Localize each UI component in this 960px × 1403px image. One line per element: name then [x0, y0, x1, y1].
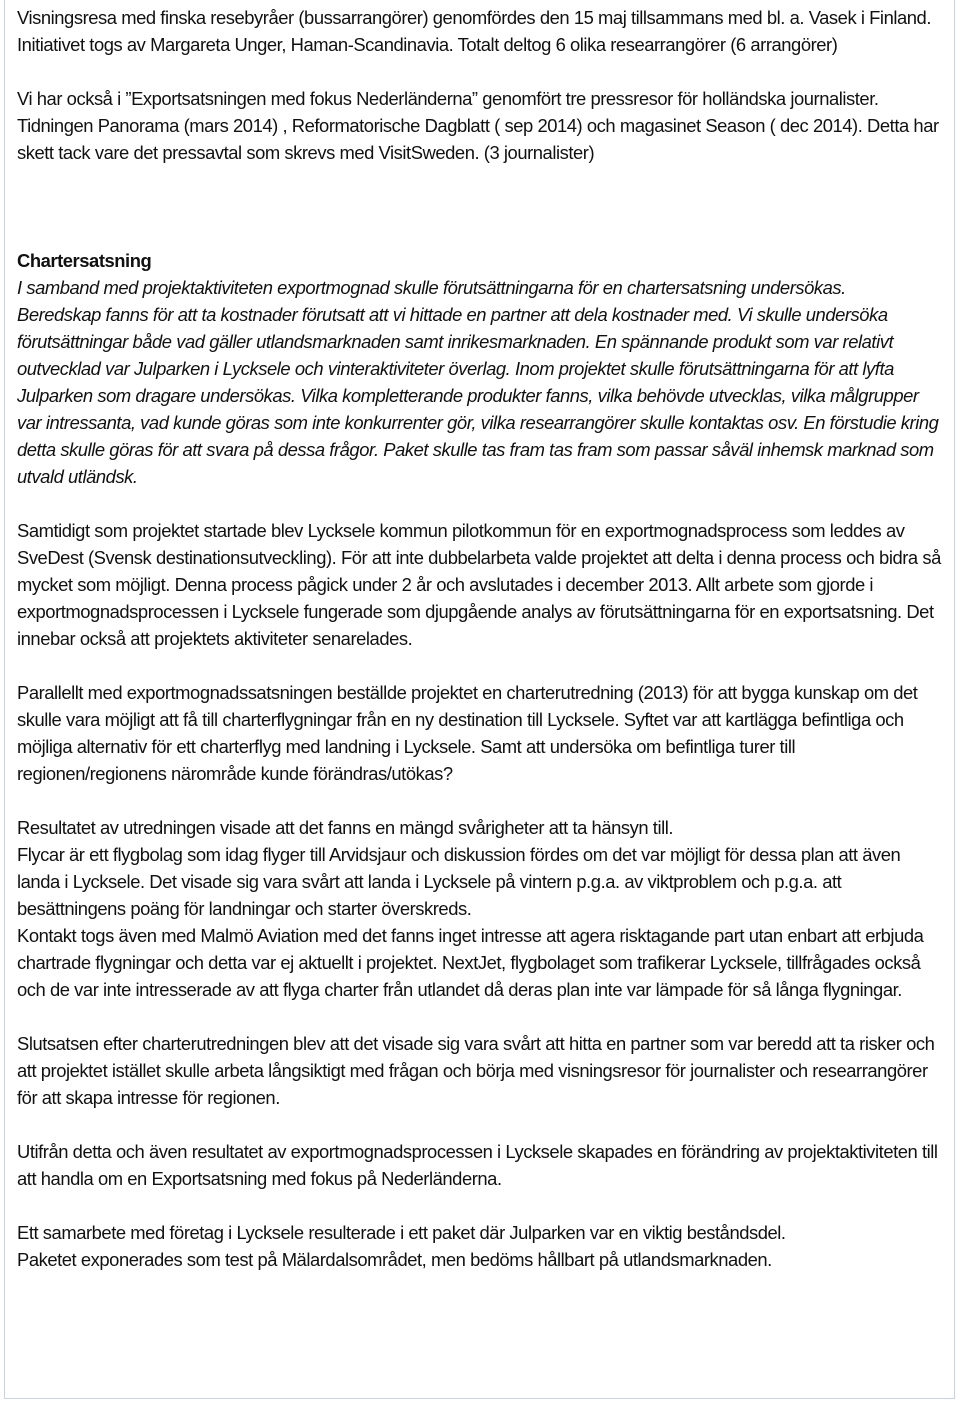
paragraph-parallellt: Parallellt med exportmognadssatsningen beställde projektet en charterutredning (2013) för att bygga kunskap om det skulle vara möjligt att få till charterflygningar från en ny destination till Lycksele. Syftet var att kartlägga befintliga och möjliga alternativ för ett charterflyg med landning i Lycksele. Samt att undersöka om befintliga turer till regionen/regionens närområde kunde förändras/utökas?: [17, 682, 918, 784]
spacer: [17, 220, 945, 247]
spacer: [17, 193, 945, 220]
paragraph-kontakt: Kontakt togs även med Malmö Aviation med det fanns inget intresse att agera risktagande part utan enbart att erbjuda chartrade flygningar och detta var ej aktuellt i projektet. NextJet, flygbolaget som trafikerar Lycksele, tillfrågades också och de var inte intresserade av att flyga charter från utlandet då deras plan inte var lämpade för så långa flygningar.: [17, 925, 924, 1000]
italic-paragraph-beredskap: Beredskap fanns för att ta kostnader förutsatt att vi hittade en partner att dela kostnader med. Vi skulle undersöka förutsättningar både vad gäller utlandsmarknaden samt inrikesmarknaden. En spännande produkt som var relativt outvecklad var Julparken i Lycksele och vinteraktiviteter överlag. Inom projektet skulle förutsättningarna för att lyfta Julparken som dragare undersökas. Vilka kompletterande produkter fanns, vilka behövde utvecklas, vilka målgrupper var intressanta, vad kunde göras som inte konkurrenter gör, vilka researrangörer skulle kontaktas osv. En förstudie kring detta skulle göras för att svara på dessa frågor. Paket skulle tas fram tas fram som passar såväl inhemsk marknad som utvald utländsk.: [17, 304, 939, 487]
paragraph-slutsatsen: Slutsatsen efter charterutredningen blev att det visade sig vara svårt att hitta en partner som var beredd att ta risker och att projektet istället skulle arbeta långsiktigt med frågan och börja med visningsresor för journalister och researrangörer för att skapa intresse för regionen.: [17, 1033, 935, 1108]
spacer: [17, 1111, 945, 1138]
paragraph-samarbete: Ett samarbete med företag i Lycksele resulterade i ett paket där Julparken var en viktig beståndsdel.: [17, 1222, 786, 1243]
spacer: [17, 490, 945, 517]
paragraph-pressresor: Vi har också i ”Exportsatsningen med fokus Nederländerna” genomfört tre pressresor för holländska journalister. Tidningen Panorama (mars 2014) , Reformatorische Dagblatt ( sep 2014) och magasinet Season ( dec 2014). Detta har skett tack vare det pressavtal som skrevs med VisitSweden. (3 journalister): [17, 88, 939, 163]
section-heading-chartersatsning: Chartersatsning: [17, 250, 152, 271]
paragraph-samtidigt: Samtidigt som projektet startade blev Lycksele kommun pilotkommun för en exportmognadsprocess som leddes av SveDest (Svensk destinationsutveckling). För att inte dubbelarbeta valde projektet att delta i denna process och bidra så mycket som möjligt. Denna process pågick under 2 år och avslutades i december 2013. Allt arbete som gjorde i exportmognadsprocessen i Lycksele fungerade som djupgående analys av förutsättningarna för en exportsatsning. Det innebar också att projektets aktiviteter senarelades.: [17, 520, 941, 649]
spacer: [17, 166, 945, 193]
paragraph-utifran: Utifrån detta och även resultatet av exportmognadsprocessen i Lycksele skapades en förändring av projektaktiviteten till att handla om en Exportsatsning med fokus på Nederländerna.: [17, 1141, 938, 1189]
paragraph-paketet: Paketet exponerades som test på Mälardalsområdet, men bedöms hållbart på utlandsmarknaden.: [17, 1249, 772, 1270]
spacer: [17, 652, 945, 679]
spacer: [17, 1192, 945, 1219]
paragraph-flycar: Flycar är ett flygbolag som idag flyger till Arvidsjaur och diskussion fördes om det var möjligt för dessa plan att även landa i Lycksele. Det visade sig vara svårt att landa i Lycksele på vintern p.g.a. av viktproblem och p.g.a. att besättningens poäng för landningar och starter överskreds.: [17, 844, 901, 919]
italic-paragraph-intro: I samband med projektaktiviteten exportmognad skulle förutsättningarna för en chartersatsning undersökas.: [17, 277, 846, 298]
paragraph-visningsresa: Visningsresa med finska resebyråer (bussarrangörer) genomfördes den 15 maj tillsammans med bl. a. Vasek i Finland. Initiativet togs av Margareta Unger, Haman-Scandinavia. Totalt deltog 6 olika researrangörer (6 arrangörer): [17, 7, 931, 55]
spacer: [17, 787, 945, 814]
spacer: [17, 58, 945, 85]
document-body: [17, 4, 945, 1273]
spacer: [17, 1003, 945, 1030]
paragraph-resultatet: Resultatet av utredningen visade att det fanns en mängd svårigheter att ta hänsyn till.: [17, 817, 674, 838]
document-page: [4, 0, 955, 1399]
